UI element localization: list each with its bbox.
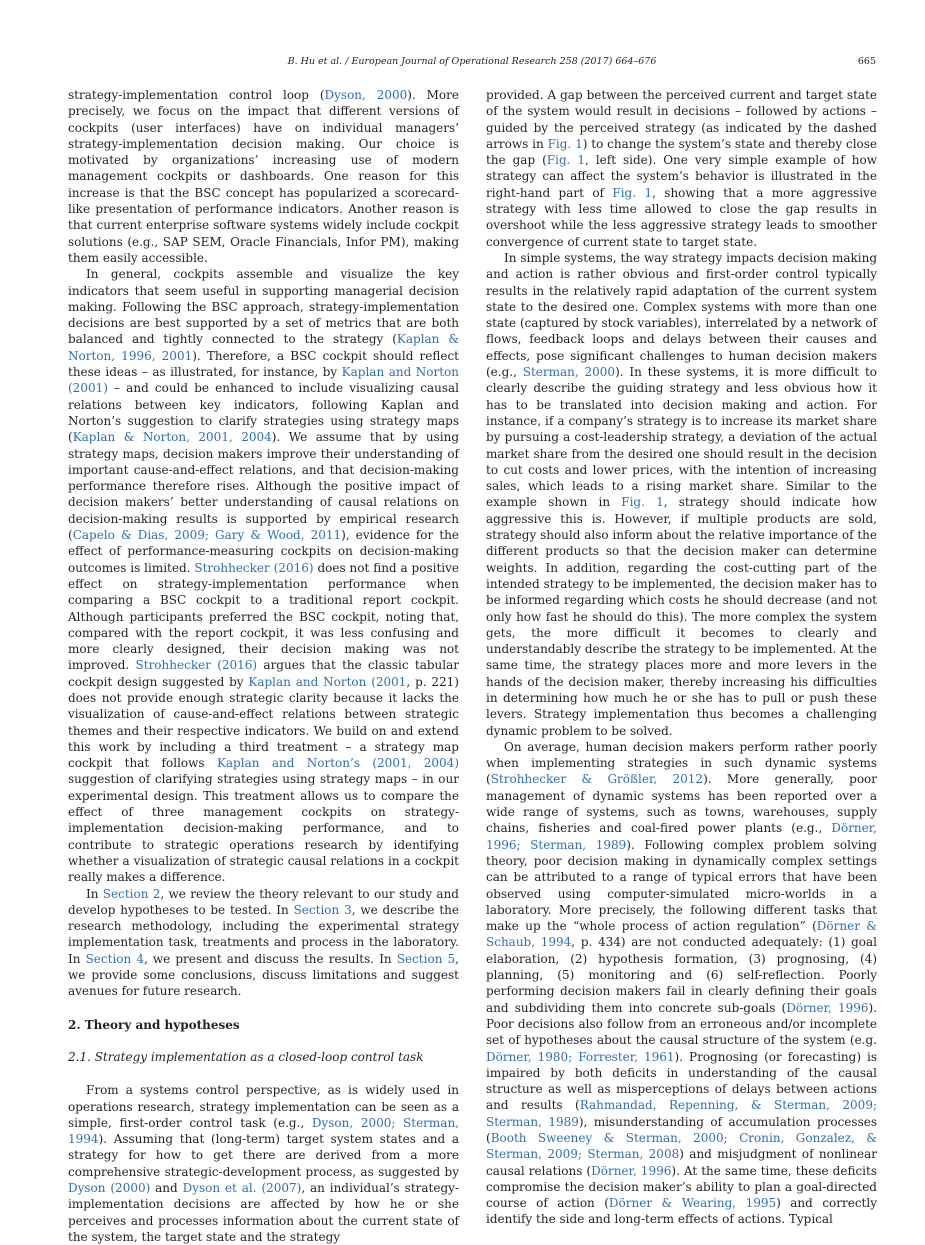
citation-link[interactable]: Fig. 1 [547, 136, 583, 151]
paragraph: In general, cockpits assemble and visualize the key indicators that seem useful in supporting managerial decision making. Following the BSC approach, strategy-implementation decisions are best supported by a set of metrics that are both balanced and tightly connected to the strategy (Kaplan & Norton, 1996, 2001). Therefore, a BSC cockpit should reflect these ideas – as illustrated, for instance, by Kaplan and Norton (2001) – and could be enhanced to include visualizing causal relations between key indicators, following Kaplan and Norton’s suggestion to clarify strategies using strategy maps (Kaplan & Norton, 2001, 2004). We assume that by using strategy maps, decision makers improve their understanding of important cause-and-effect relations, and that decision-making performance therefore rises. Although the positive impact of decision makers’ better understanding of causal relations on decision-making results is supported by empirical research (Capelo & Dias, 2009; Gary & Wood, 2011), evidence for the effect of performance-measuring cockpits on decision-making outcomes is limited. Strohhecker (2016) does not find a positive effect on strategy-implementation performance when comparing a BSC cockpit to a traditional report cockpit. Although participants preferred the BSC cockpit, noting that, compared with the report cockpit, it was less confusing and more clearly designed, their decision making was not improved. Strohhecker (2016) argues that the classic tabular cockpit design suggested by Kaplan and Norton (2001, p. 221) does not provide enough strategic clarity because it lacks the visualization of cause-and-effect relations between strategic themes and their respective indicators. We build on and extend this work by including a third treatment – a strategy map cockpit that follows Kaplan and Norton’s (2001, 2004) suggestion of clarifying strategies using strategy maps – in our experimental design. This treatment allows us to compare the effect of three management cockpits on strategy-implementation decision-making performance, and to contribute to strategic operations research by identifying whether a visualization of strategic causal relations in a cockpit really makes a difference. [68, 267, 460, 885]
citation-link[interactable]: Dörner & Wearing, 1995 [608, 1196, 777, 1211]
citation-link[interactable]: Strohhecker (2016) [135, 658, 258, 673]
citation-link[interactable]: Dörner, 1996 [786, 1000, 869, 1015]
citation-link[interactable]: Fig. 1 [612, 185, 653, 200]
citation-link[interactable]: Kaplan and Norton (2001 [248, 674, 407, 689]
paragraph: From a systems control perspective, as is widely used in operations research, strategy implementation can be seen as a simple, first-order control task (e.g., Dyson, 2000; Sterman, 1994). Assuming that (long-term) target system states and a strategy for how to get there are derived from a more comprehensive strategic-development process, as suggested by Dyson (2000) and Dyson et al. (2007), an individual’s strategy-implementation decisions are affected by how he or she perceives and processes information about the current state of the system, the target state and the strategy [68, 1083, 459, 1244]
journal-citation: B. Hu et al. / European Journal of Operational Research 258 (2017) 664–676 [287, 56, 657, 67]
citation-link[interactable]: Dörner, 1980; Forrester, 1961 [486, 1049, 675, 1064]
citation-link[interactable]: Booth Sweeney & Sterman, 2000; Cronin, Gonzalez, & Sterman, 2009; Sterman, 2008 [486, 1131, 877, 1162]
citation-link[interactable]: Strohhecker (2016) [194, 560, 314, 575]
citation-link[interactable]: Dörner, 1996; Sterman, 1989 [486, 821, 877, 852]
citation-link[interactable]: Rahmandad, Repenning, & Sterman, 2009; Sterman, 1989 [486, 1098, 877, 1129]
paragraph: strategy-implementation control loop (Dyson, 2000). More precisely, we focus on the impact that different versions of cockpits (user interfaces) have on individual managers’ strategy-implementation decision making. Our choice is motivated by organizations’ increasing use of modern management cockpits or dashboards. One reason for this increase is that the BSC concept has popularized a scorecard-like presentation of performance indicators. Another reason is that current enterprise software systems widely include cockpit solutions (e.g., SAP SEM, Oracle Financials, Infor PM), making them easily accessible. [68, 88, 459, 265]
citation-link[interactable]: Section 3 [293, 902, 352, 917]
citation-link[interactable]: Dyson, 2000 [324, 88, 408, 102]
citation-link[interactable]: Section 4 [85, 951, 144, 966]
paragraph: provided. A gap between the perceived current and target state of the system would result in decisions – followed by actions – guided by the perceived strategy (as indicated by the dashed arrows in Fig. 1) to change the system’s state and thereby close the gap (Fig. 1, left side). One very simple example of how strategy can affect the system’s behavior is illustrated in the right-hand part of Fig. 1, showing that a more aggressive strategy with less time allowed to close the gap results in overshoot while the less aggressive strategy leads to smoother convergence of current state to target state. [486, 88, 878, 249]
citation-link[interactable]: Kaplan and Norton (2001) [68, 365, 460, 396]
citation-link[interactable]: Kaplan and Norton’s (2001, 2004) [216, 756, 459, 771]
citation-link[interactable]: Kaplan & Norton, 1996, 2001 [68, 332, 459, 363]
section-heading: 2. Theory and hypotheses [68, 1017, 240, 1032]
subsection-heading: 2.1. Strategy implementation as a closed-loop control task [68, 1049, 424, 1064]
running-header [68, 56, 876, 70]
citation-link[interactable]: Sterman, 2000 [522, 365, 616, 380]
citation-link[interactable]: Capelo & Dias, 2009; Gary & Wood, 2011 [72, 528, 342, 543]
paragraph: In Section 2, we review the theory relevant to our study and develop hypotheses to be tested. In Section 3, we describe the research methodology, including the experimental strategy implementation task, treatments and process in the laboratory. In Section 4, we present and discuss the results. In Section 5, we provide some conclusions, discuss limitations and suggest avenues for future research. [68, 886, 459, 999]
citation-link[interactable]: Section 5 [396, 951, 456, 966]
paragraph: In simple systems, the way strategy impacts decision making and action is rather obvious and first-order control typically results in the relatively rapid adaptation of the current system state to the desired one. Complex systems with more than one state (captured by stock variables), interrelated by a network of flows, feedback loops and delays between their causes and effects, pose significant challenges to human decision makers (e.g., Sterman, 2000). In these systems, it is more difficult to clearly describe the guiding strategy and less obvious how it has to be translated into decision making and action. For instance, if a company’s strategy is to increase its market share by pursuing a cost-leadership strategy, a deviation of the actual market share from the desired one should result in the decision to cut costs and lower prices, with the intention of increasing sales, which leads to a rising market share. Similar to the example shown in Fig. 1, strategy should indicate how aggressive this is. However, if multiple products are sold, strategy should also inform about the relative importance of the different products so that the decision maker can determine weights. In addition, regarding the cost-cutting part of the intended strategy to be implemented, the decision maker has to be informed regarding which costs he should decrease (and not only how fast he should do this). The more complex the system gets, the more difficult it becomes to clearly and understandably describe the strategy to be implemented. At the same time, the strategy places more and more levers in the hands of the decision maker, thereby increasing his difficulties in determining how much he or she has to pull or push these levers. Strategy implementation thus becomes a challenging dynamic problem to be solved. [486, 250, 878, 738]
citation-link[interactable]: Fig. 1 [621, 495, 664, 510]
citation-link[interactable]: Dyson et al. (2007) [182, 1181, 302, 1195]
citation-link[interactable]: Fig. 1 [546, 153, 586, 168]
right-column [486, 87, 877, 1228]
left-column [68, 87, 459, 1245]
citation-link[interactable]: Dörner & Schaub, 1994 [486, 919, 877, 950]
citation-link[interactable]: Dörner, 1996 [591, 1163, 672, 1178]
citation-link[interactable]: Section 2 [102, 886, 161, 901]
paragraph: On average, human decision makers perform rather poorly when implementing strategies in such dynamic systems (Strohhecker & Größler, 2012). More generally, poor management of dynamic systems has been reported over a wide range of systems, such as towns, warehouses, supply chains, fisheries and coal-fired power plants (e.g., Dörner, 1996; Sterman, 1989). Following complex problem solving theory, poor decision making in dynamically complex settings can be attributed to a range of typical errors that have been observed using computer-simulated micro-worlds in a laboratory. More precisely, the following different tasks that make up the “whole process of action regulation” (Dörner & Schaub, 1994, p. 434) are not conducted adequately: (1) goal elaboration, (2) hypothesis formation, (3) prognosing, (4) planning, (5) monitoring and (6) self-reflection. Poorly performing decision makers fail in clearly defining their goals and subdividing them into concrete sub-goals (Dörner, 1996). Poor decisions also follow from an erroneous and/or incomplete set of hypotheses about the causal structure of the system (e.g. Dörner, 1980; Forrester, 1961). Prognosing (or forecasting) is impaired by both deficits in understanding of the causal structure as well as misperceptions of delays between actions and results (Rahmandad, Repenning, & Sterman, 2009; Sterman, 1989), misunderstanding of accumulation processes (Booth Sweeney & Sterman, 2000; Cronin, Gonzalez, & Sterman, 2009; Sterman, 2008) and misjudgment of nonlinear causal relations (Dörner, 1996). At the same time, these deficits compromise the decision maker’s ability to plan a goal-directed course of action (Dörner & Wearing, 1995) and correctly identify the side and long-term effects of actions. Typical [486, 739, 878, 1227]
citation-link[interactable]: Kaplan & Norton, 2001, 2004 [72, 430, 272, 445]
citation-link[interactable]: Strohhecker & Größler, 2012 [490, 772, 704, 787]
citation-link[interactable]: Dyson, 2000; Sterman, 1994 [68, 1115, 459, 1147]
page-number: 665 [857, 56, 876, 67]
citation-link[interactable]: Dyson (2000) [68, 1181, 151, 1195]
